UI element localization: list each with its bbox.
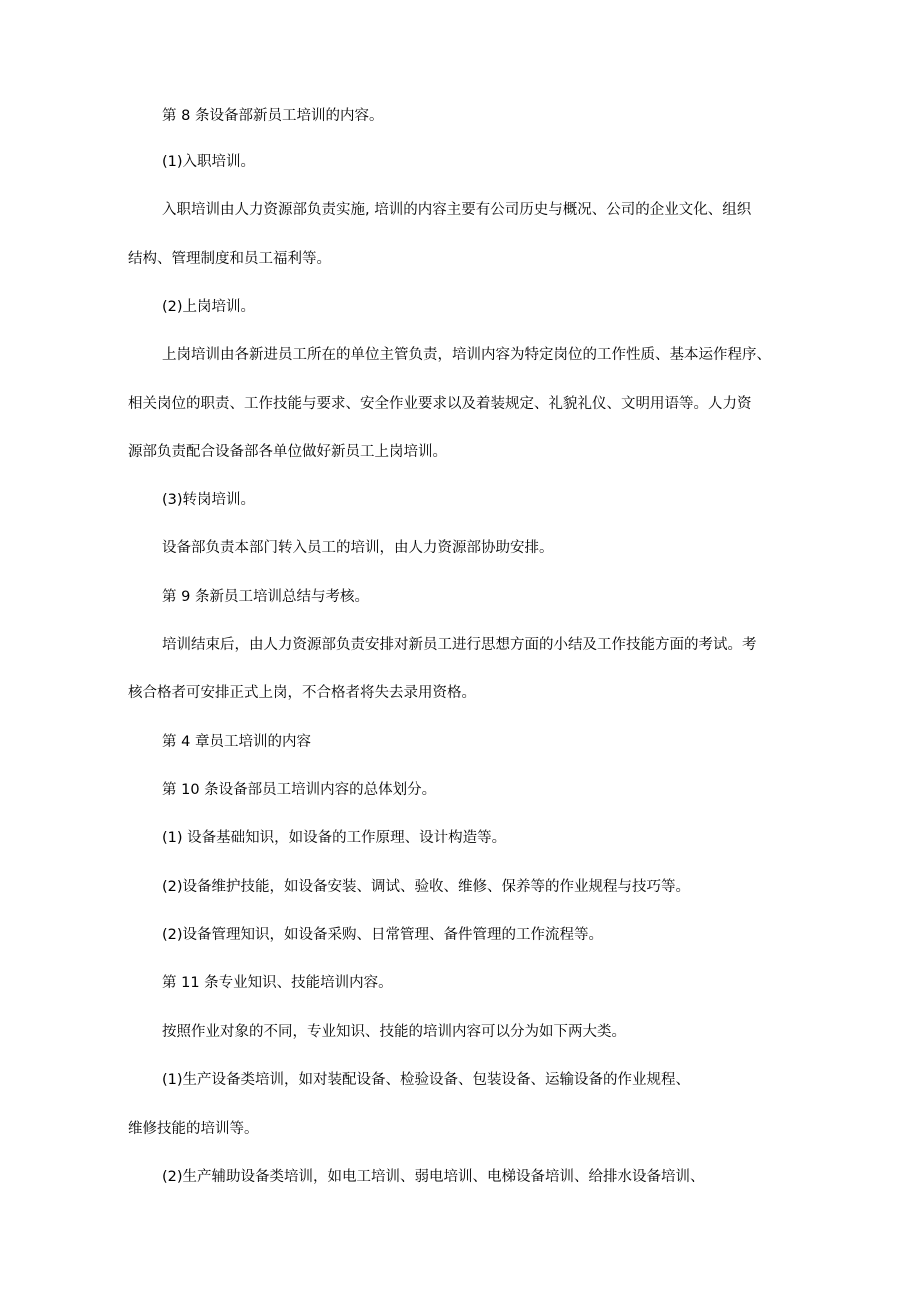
paragraph-line: 设备部负责本部门转入员工的培训，由人力资源部协助安排。	[162, 540, 554, 556]
list-item: (2)设备管理知识，如设备采购、日常管理、备件管理的工作流程等。	[162, 927, 604, 943]
paragraph-line: 培训结束后，由人力资源部负责安排对新员工进行思想方面的小结及工作技能方面的考试。考	[162, 637, 757, 653]
paragraph-line: 结构、管理制度和员工福利等。	[128, 251, 331, 267]
list-item: (1) 设备基础知识，如设备的工作原理、设计构造等。	[162, 830, 507, 846]
article-11-heading: 第 11 条专业知识、技能培训内容。	[162, 975, 393, 991]
article-8-heading: 第 8 条设备部新员工培训的内容。	[162, 108, 384, 124]
paragraph-line: 源部负责配合设备部各单位做好新员工上岗培训。	[128, 444, 447, 460]
article-10-heading: 第 10 条设备部员工培训内容的总体划分。	[162, 782, 437, 798]
chapter-4-heading: 第 4 章员工培训的内容	[162, 734, 311, 750]
paragraph-line: 相关岗位的职责、工作技能与要求、安全作业要求以及着装规定、礼貌礼仪、文明用语等。人力资	[128, 396, 752, 412]
article-9-heading: 第 9 条新员工培训总结与考核。	[162, 589, 369, 605]
item-1-heading: (1)入职培训。	[162, 154, 256, 170]
item-2-heading: (2)上岗培训。	[162, 299, 256, 315]
list-item: (2)生产辅助设备类培训，如电工培训、弱电培训、电梯设备培训、给排水设备培训、	[162, 1169, 705, 1185]
paragraph-line: 核合格者可安排正式上岗，不合格者将失去录用资格。	[128, 685, 476, 701]
paragraph-line: 入职培训由人力资源部负责实施, 培训的内容主要有公司历史与概况、公司的企业文化、组织	[162, 202, 752, 218]
paragraph-line: 按照作业对象的不同，专业知识、技能的培训内容可以分为如下两大类。	[162, 1024, 626, 1040]
list-item-continuation: 维修技能的培训等。	[128, 1121, 259, 1137]
item-3-heading: (3)转岗培训。	[162, 492, 256, 508]
paragraph-line: 上岗培训由各新进员工所在的单位主管负责，培训内容为特定岗位的工作性质、基本运作程序、	[162, 347, 771, 363]
list-item: (2)设备维护技能，如设备安装、调试、验收、维修、保养等的作业规程与技巧等。	[162, 879, 691, 895]
list-item: (1)生产设备类培训，如对装配设备、检验设备、包装设备、运输设备的作业规程、	[162, 1072, 691, 1088]
